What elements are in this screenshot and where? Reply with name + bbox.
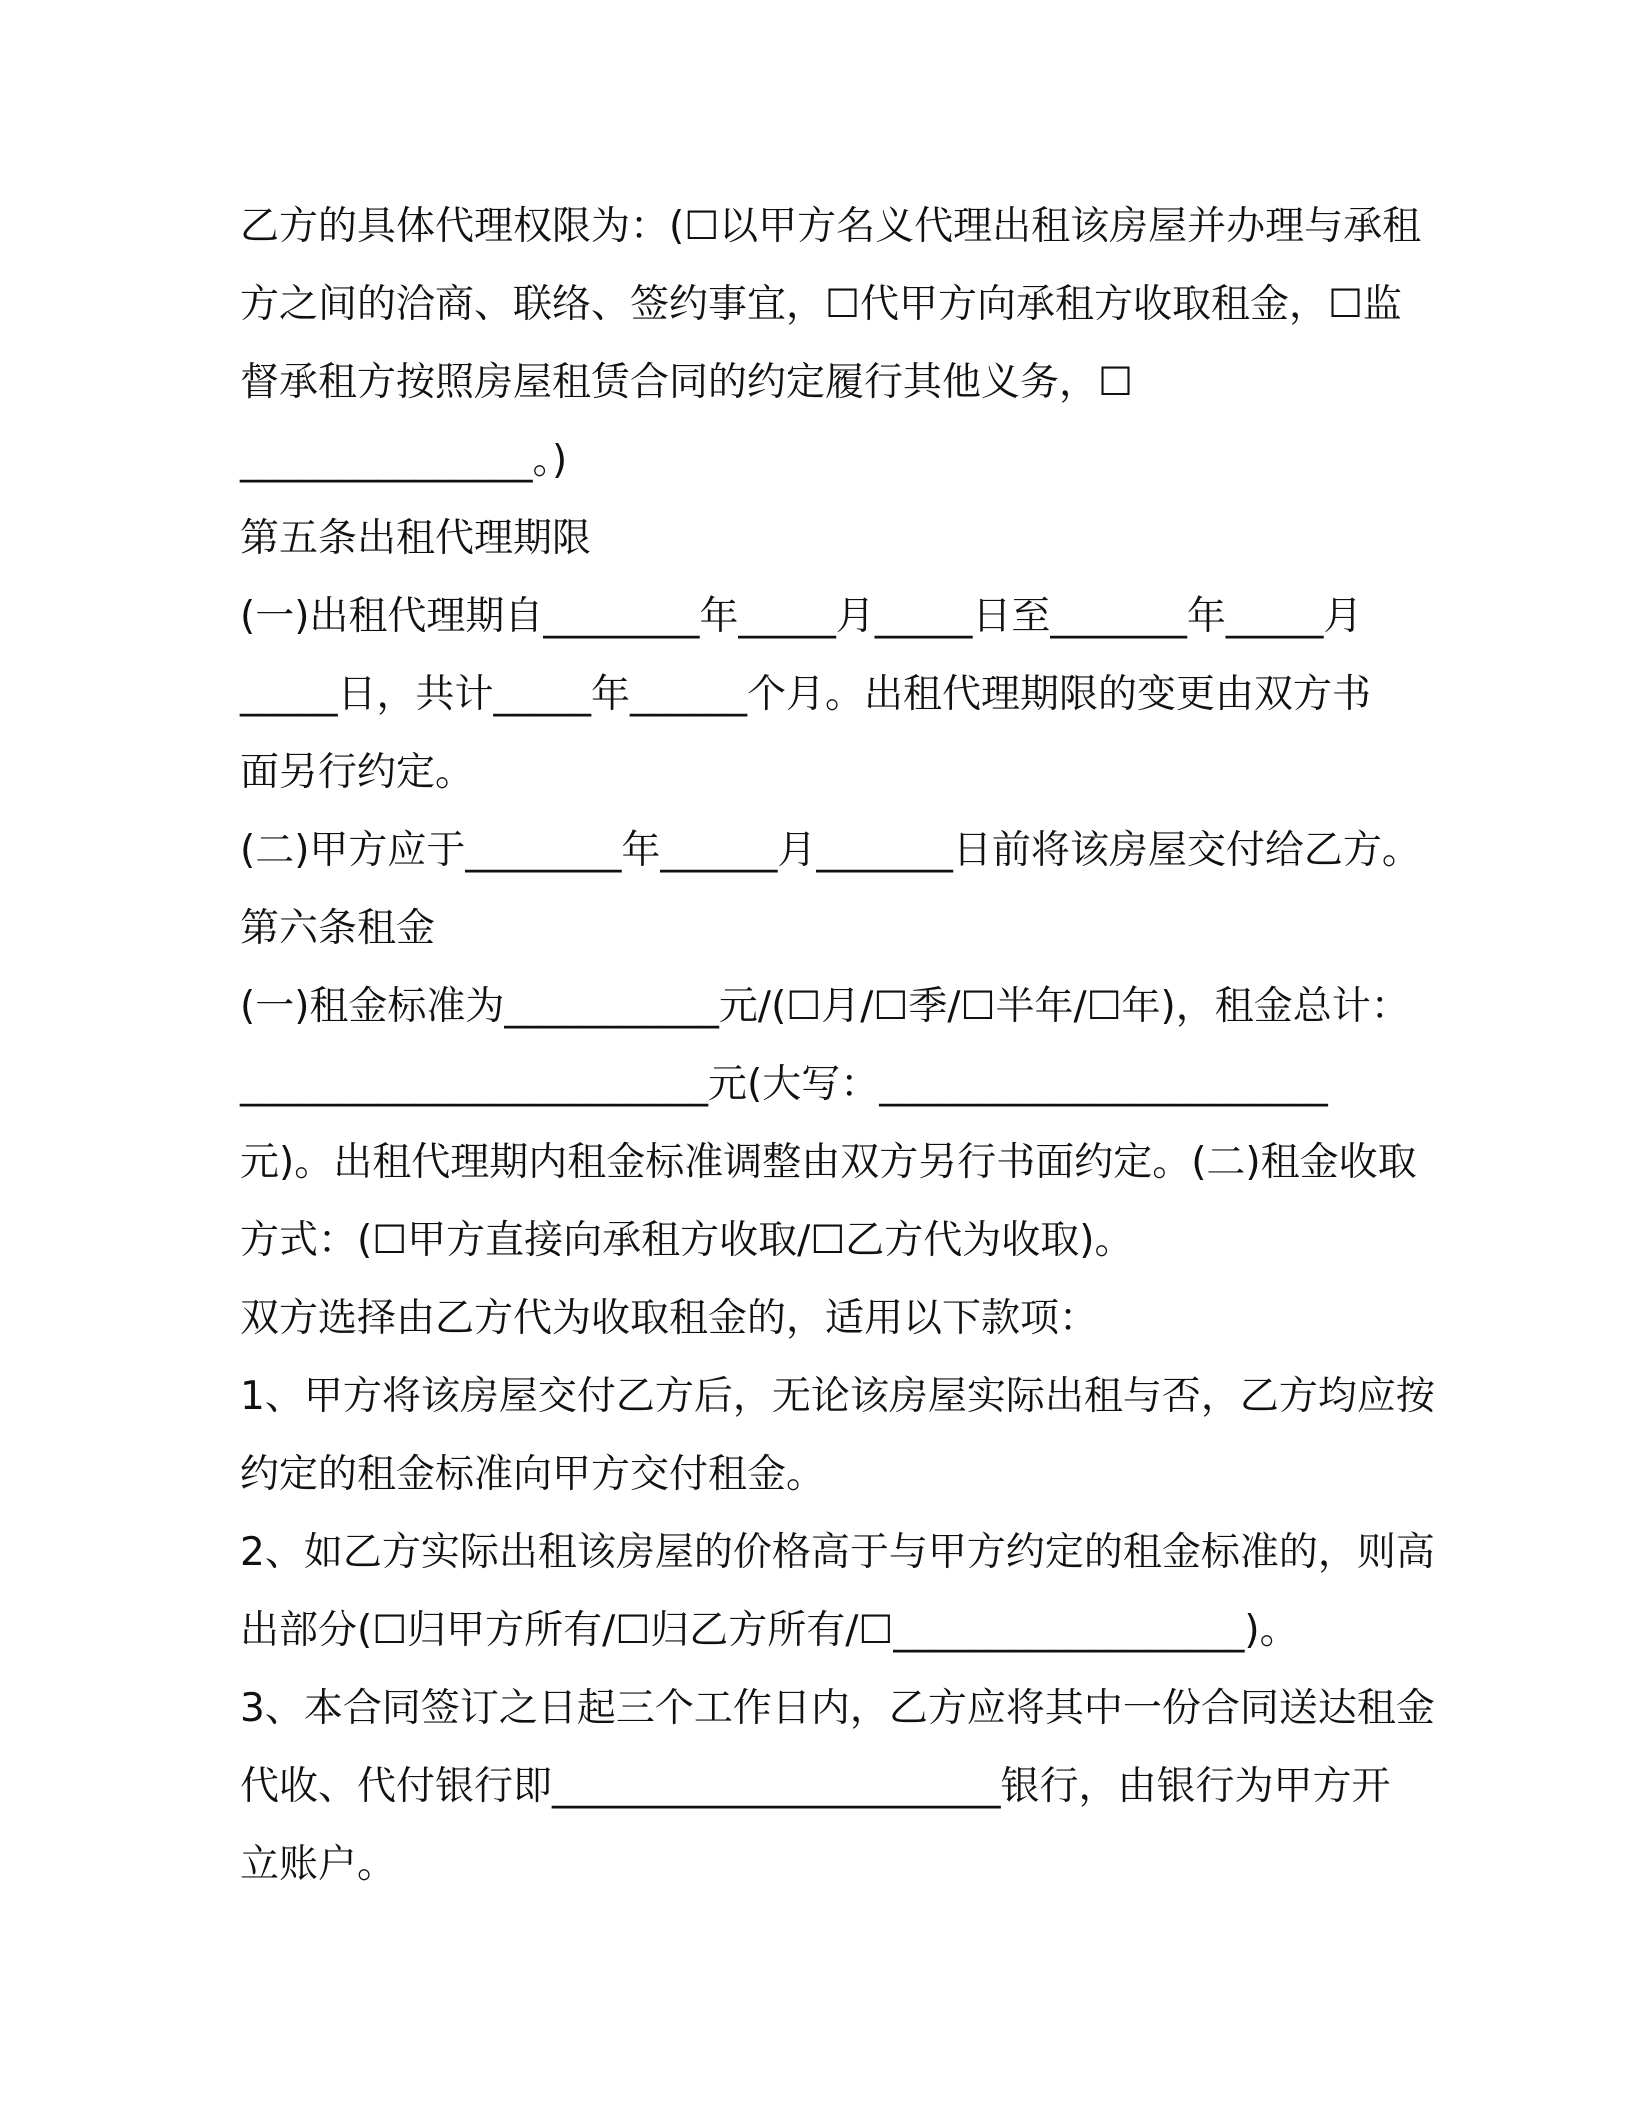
text-line: (二)甲方应于________年______月_______日前将该房屋交付给乙方。 [240,828,1421,873]
text-line: 督承租方按照房屋租赁合同的约定履行其他义务，☐ [240,360,1133,405]
text-line: 出部分(☐归甲方所有/☐归乙方所有/☐__________________)。 [240,1608,1299,1653]
text-line: (一)租金标准为___________元/(☐月/☐季/☐半年/☐年)，租金总计： [240,984,1410,1029]
text-line: 方式：(☐甲方直接向承租方收取/☐乙方代为收取)。 [240,1218,1134,1263]
list-item: 1、甲方将该房屋交付乙方后，无论该房屋实际出租与否，乙方均应按 [240,1374,1435,1419]
list-item: 3、本合同签订之日起三个工作日内，乙方应将其中一份合同送达租金 [240,1686,1435,1731]
text-line: (一)出租代理期自________年_____月_____日至_______年_____月 [240,594,1363,639]
text-line: 双方选择由乙方代为收取租金的，适用以下款项： [240,1296,1099,1341]
text-line: 代收、代付银行即_______________________银行，由银行为甲方开 [240,1764,1391,1809]
text-line: 乙方的具体代理权限为：(☐以甲方名义代理出租该房屋并办理与承租 [240,204,1422,249]
text-line: 立账户。 [240,1842,397,1887]
list-item: 2、如乙方实际出租该房屋的价格高于与甲方约定的租金标准的，则高 [240,1530,1435,1575]
text-line: 面另行约定。 [240,750,475,795]
section-heading-article-6: 第六条租金 [240,906,436,951]
text-line: 约定的租金标准向甲方交付租金。 [240,1452,826,1497]
text-line: 元)。出租代理期内租金标准调整由双方另行书面约定。(二)租金收取 [240,1140,1417,1185]
contract-body-text [240,188,1435,1904]
section-heading-article-5: 第五条出租代理期限 [240,516,592,561]
text-line: 方之间的洽商、联络、签约事宜，☐代甲方向承租方收取租金，☐监 [240,282,1402,327]
text-line: _______________。) [240,438,568,483]
text-line: ________________________元(大写：_______________________ [240,1062,1328,1107]
text-line: _____日，共计_____年______个月。出租代理期限的变更由双方书 [240,672,1372,717]
